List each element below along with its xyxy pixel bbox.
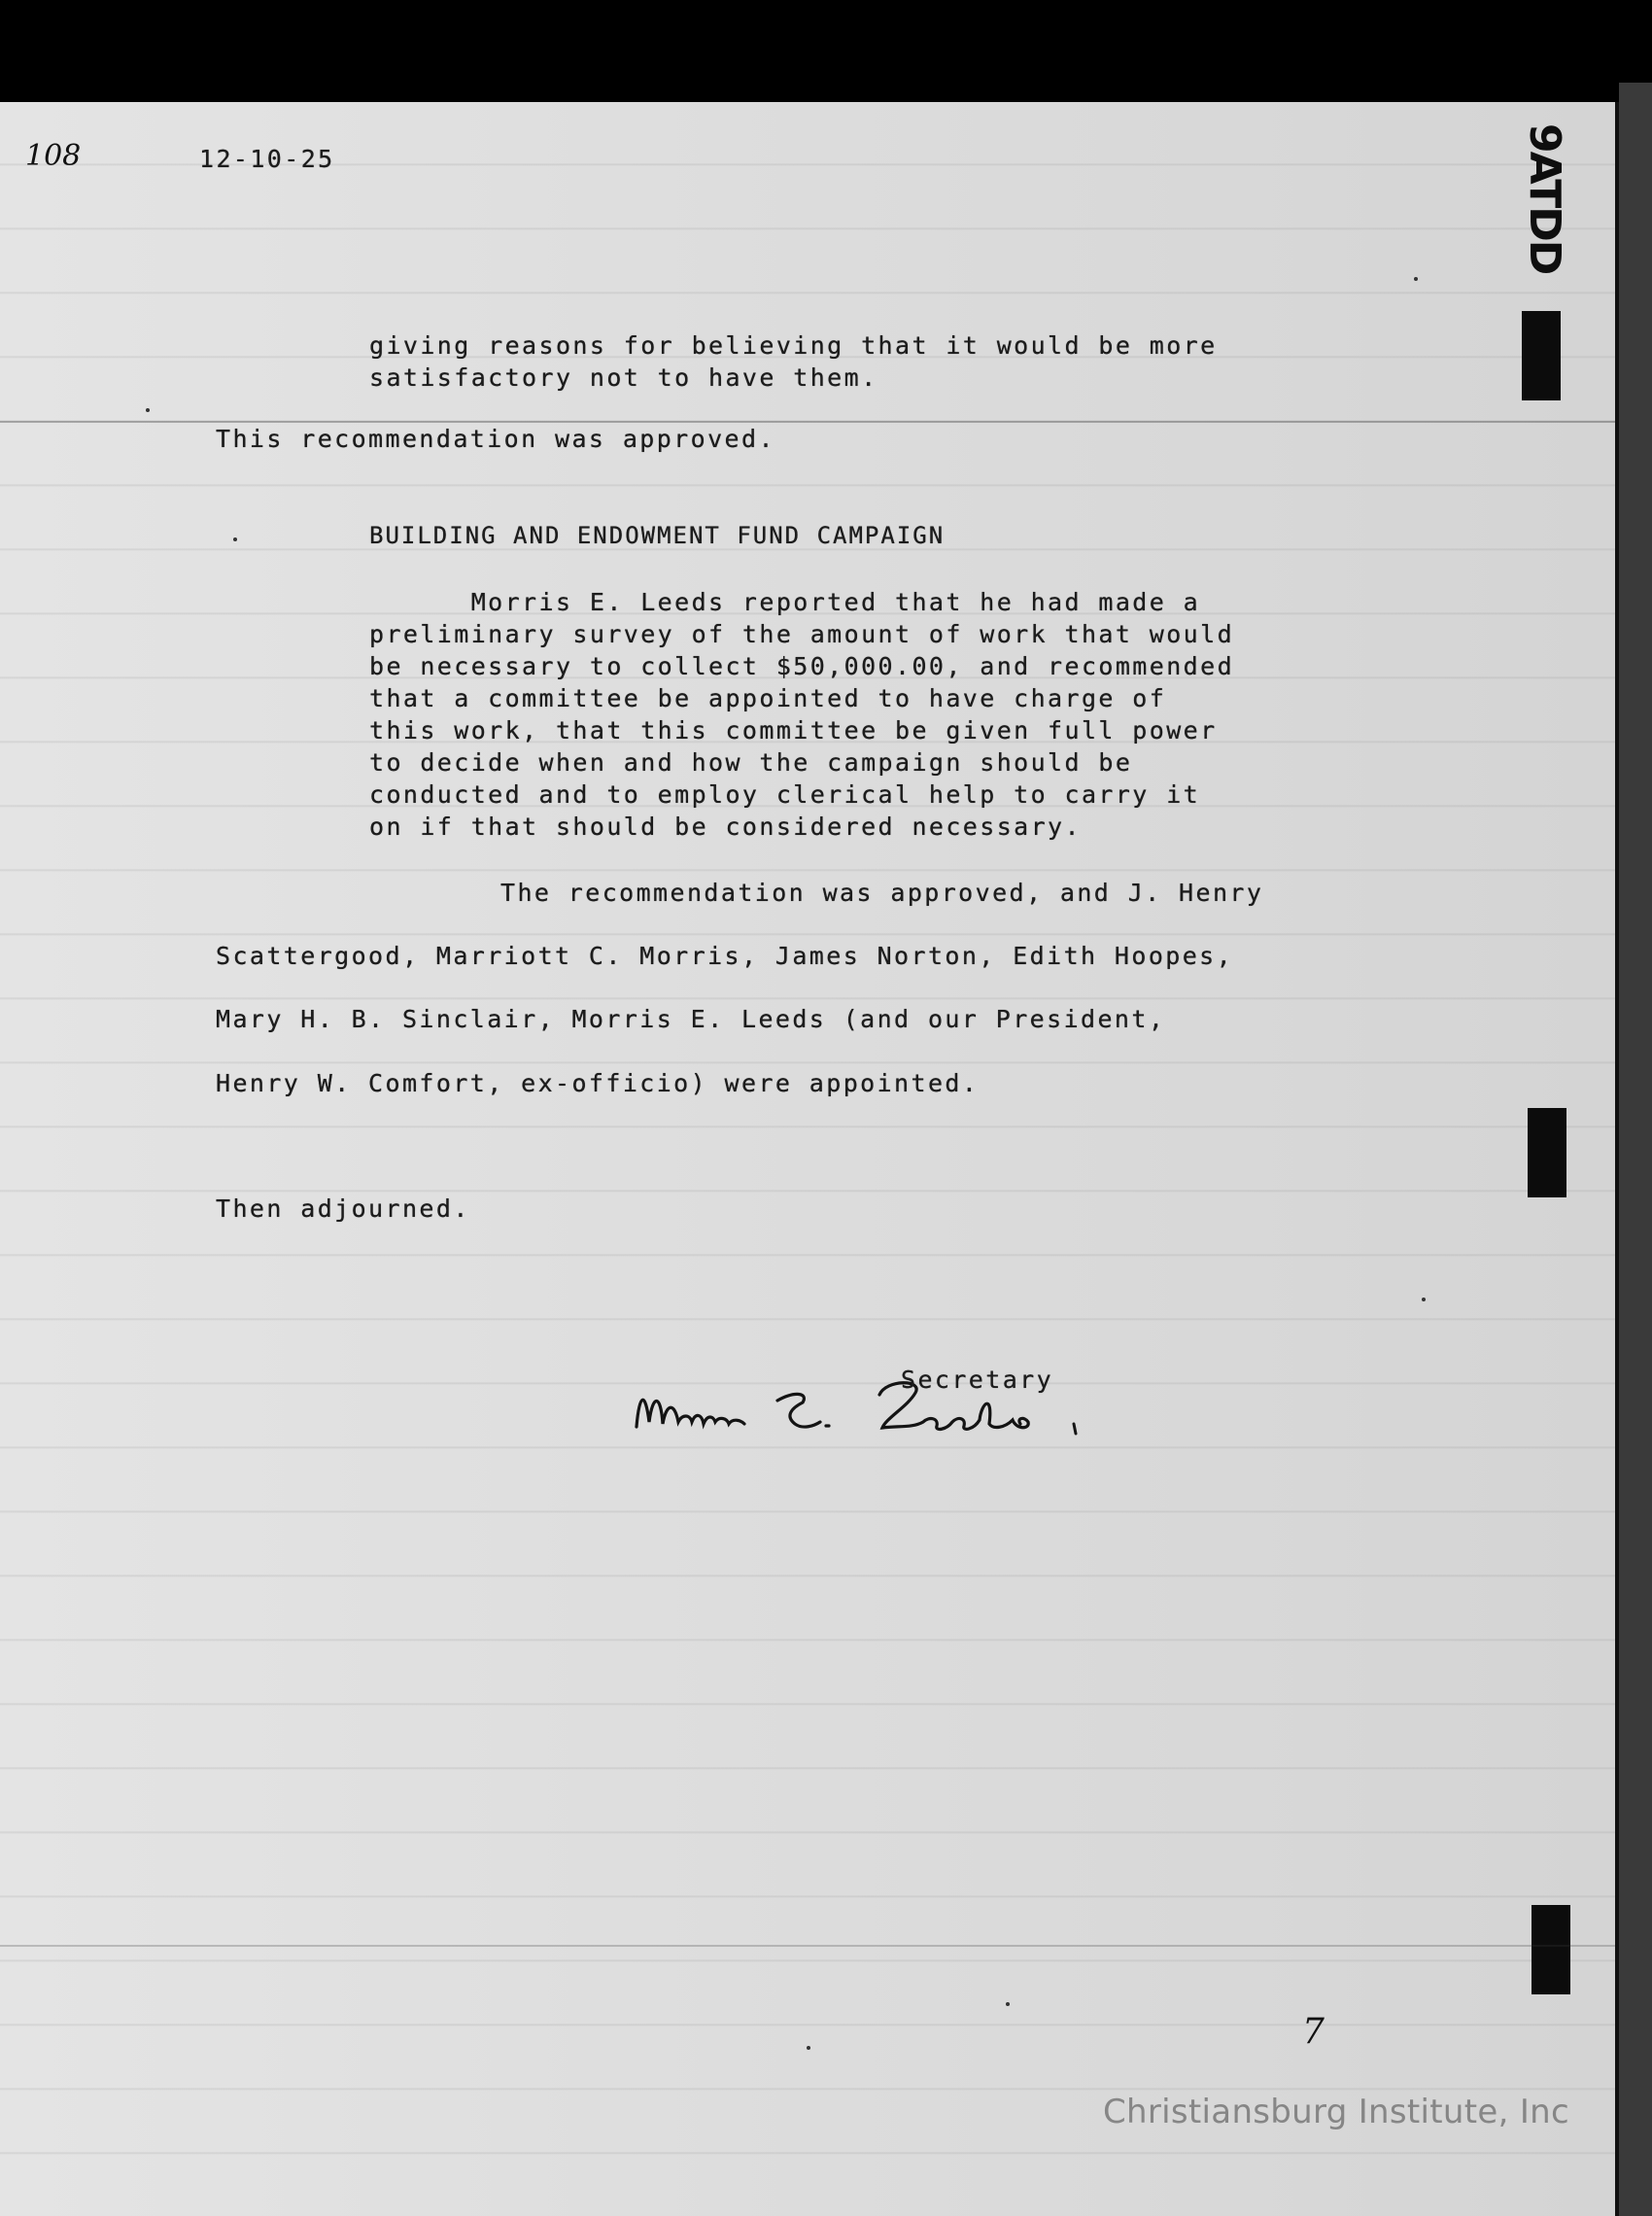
report-line-6: to decide when and how the campaign should be bbox=[369, 748, 1133, 777]
secretary-title: Secretary bbox=[901, 1366, 1054, 1394]
appointment-line-1: The recommendation was approved, and J. Henry bbox=[500, 879, 1264, 907]
film-edge bbox=[1619, 83, 1652, 2216]
signature-name-text: Morris E. Leeds bbox=[632, 1373, 641, 1374]
film-reel-mark-top bbox=[1522, 311, 1561, 400]
margin-stamp: 9ATDD bbox=[1520, 123, 1569, 274]
appointment-line-3: Mary H. B. Sinclair, Morris E. Leeds (and our President, bbox=[216, 1005, 1166, 1033]
approval-line: This recommendation was approved. bbox=[216, 425, 775, 453]
report-line-3: be necessary to collect $50,000.00, and recommended bbox=[369, 652, 1235, 680]
section-heading: BUILDING AND ENDOWMENT FUND CAMPAIGN bbox=[369, 522, 946, 549]
speck bbox=[233, 537, 237, 541]
report-line-8: on if that should be considered necessary. bbox=[369, 813, 1082, 841]
document-page bbox=[0, 102, 1621, 2216]
speck bbox=[807, 2046, 810, 2050]
report-line-1: Morris E. Leeds reported that he had made a bbox=[369, 588, 1201, 616]
continuation-line-2: satisfactory not to have them. bbox=[369, 364, 878, 392]
report-line-5: this work, that this committee be given full power bbox=[369, 716, 1218, 744]
film-reel-mark-middle bbox=[1528, 1108, 1566, 1197]
appointment-line-2: Scattergood, Marriott C. Morris, James Norton, Edith Hoopes, bbox=[216, 942, 1234, 970]
speck bbox=[1414, 277, 1418, 281]
report-line-7: conducted and to employ clerical help to carry it bbox=[369, 780, 1201, 809]
appointment-line-4: Henry W. Comfort, ex-officio) were appointed. bbox=[216, 1069, 980, 1097]
speck bbox=[1422, 1298, 1426, 1301]
report-line-2: preliminary survey of the amount of work that would bbox=[369, 620, 1235, 648]
continuation-line-1: giving reasons for believing that it would be more bbox=[369, 331, 1218, 360]
handwritten-page-number: 108 bbox=[25, 139, 82, 173]
document-date: 12-10-25 bbox=[199, 145, 335, 173]
report-line-4: that a committee be appointed to have charge of bbox=[369, 684, 1167, 712]
watermark: Christiansburg Institute, Inc bbox=[1103, 2093, 1569, 2131]
film-reel-mark-bottom bbox=[1532, 1905, 1570, 1994]
speck bbox=[146, 408, 150, 412]
bottom-handwritten-mark: 7 bbox=[1302, 2012, 1325, 2052]
speck bbox=[1006, 2002, 1010, 2006]
adjourned-line: Then adjourned. bbox=[216, 1195, 470, 1223]
